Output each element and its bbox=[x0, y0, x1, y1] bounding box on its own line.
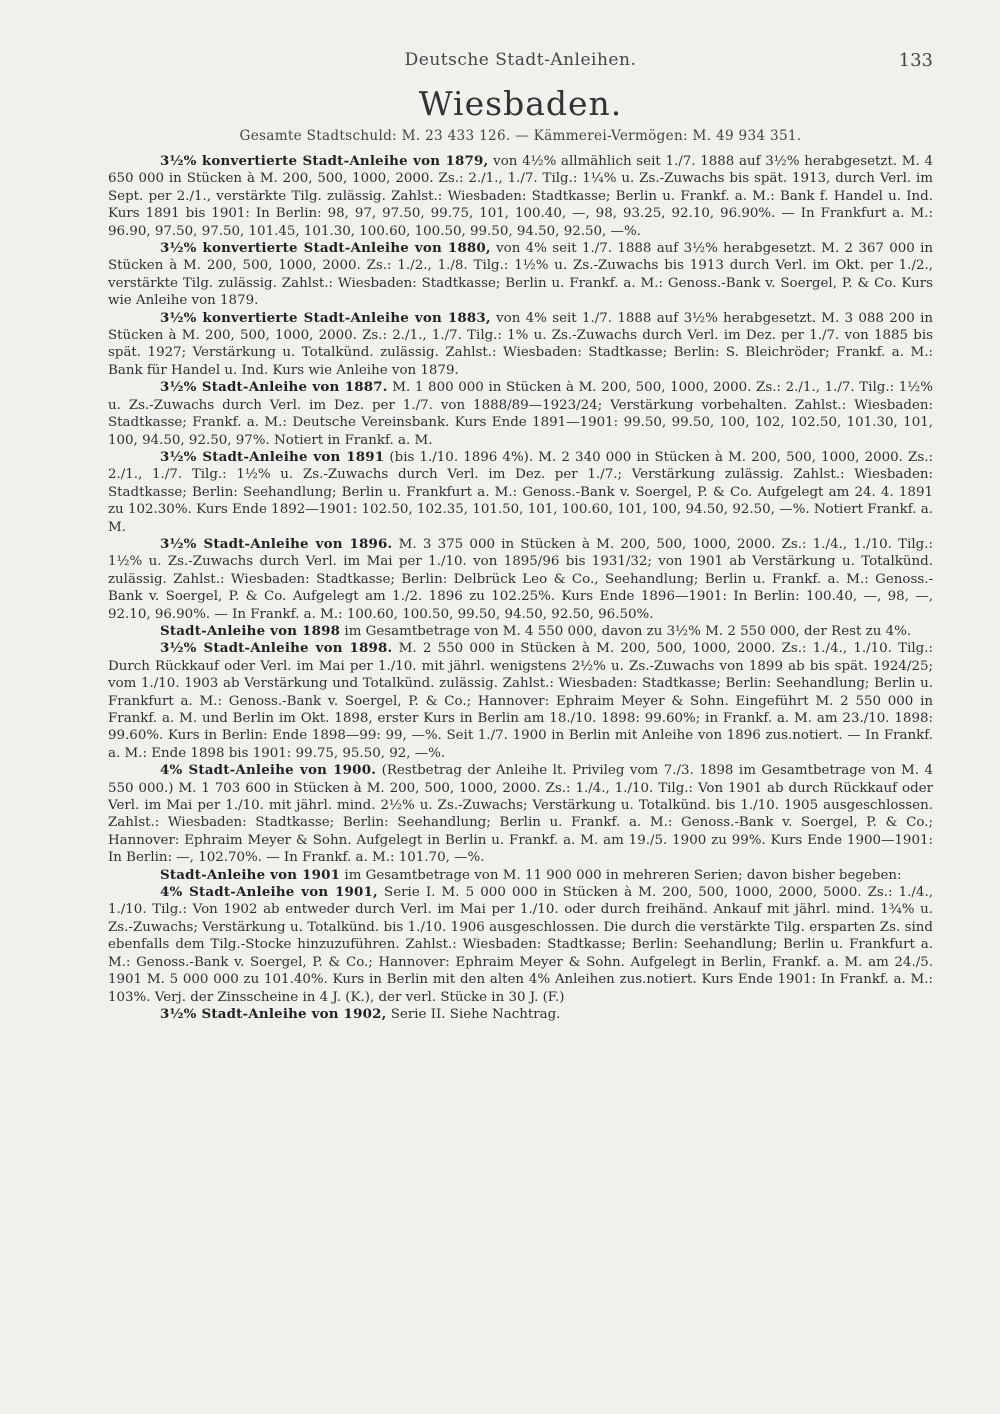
loan-entry bbox=[108, 240, 933, 310]
entry-heading: 4% Stadt-Anleihe von 1900. bbox=[160, 762, 377, 779]
entry-heading: Stadt-Anleihe von 1898 bbox=[160, 622, 341, 639]
entry-heading: 4% Stadt-Anleihe von 1901, bbox=[160, 884, 378, 901]
entry-heading: 3½% konvertierte Stadt-Anleihe von 1883, bbox=[160, 309, 491, 326]
loan-entry bbox=[108, 640, 933, 762]
loan-entry bbox=[108, 1006, 933, 1023]
loan-entry bbox=[108, 310, 933, 380]
loan-entry bbox=[108, 153, 933, 240]
running-head bbox=[108, 50, 933, 74]
loan-entry bbox=[108, 867, 933, 884]
city-title: Wiesbaden. bbox=[418, 84, 623, 123]
entry-heading: 3½% Stadt-Anleihe von 1887. bbox=[160, 379, 388, 396]
entry-heading: 3½% konvertierte Stadt-Anleihe von 1880, bbox=[160, 240, 491, 257]
page-number: 133 bbox=[898, 50, 933, 71]
entry-heading: 3½% Stadt-Anleihe von 1898. bbox=[160, 640, 393, 657]
entry-text: im Gesamtbetrage von M. 4 550 000, davon zu 3½% M. 2 550 000, der Rest zu 4%. bbox=[344, 623, 912, 639]
entry-heading: 3½% Stadt-Anleihe von 1891 bbox=[160, 448, 385, 465]
loan-entry bbox=[108, 623, 933, 640]
entry-text: Serie II. Siehe Nachtrag. bbox=[390, 1006, 561, 1022]
loan-entry bbox=[108, 449, 933, 536]
entry-heading: 3½% Stadt-Anleihe von 1896. bbox=[160, 535, 393, 552]
loan-entries bbox=[108, 153, 933, 1023]
entry-text: (bis 1./10. 1896 4%). M. 2 340 000 in Stücken à M. 200, 500, 1000, 2000. Zs.: 2./1., 1./7. Tilg.: 1½% u. Zs.-Zuwachs durch Verl. im Dez. per 1./7.; Verstärkung zulässig. Zahlst.: Wiesbaden: Stadtkasse; Berlin: Seehandlung; Berlin u. Frankfurt a. M.: Genoss.-Bank v. Soergel, P. & Co. Aufgelegt am 24. 4. 1891 zu 102.30%. Kurs Ende 1892—1901: 102.50, 102.35, 101.50, 101, 100.60, 101, 100, 94.50, 92.50, —%. Notiert Frankf. a. M. bbox=[108, 449, 933, 535]
loan-entry bbox=[108, 379, 933, 449]
entry-heading: Stadt-Anleihe von 1901 bbox=[160, 866, 341, 883]
running-title: Deutsche Stadt-Anleihen. bbox=[404, 50, 637, 70]
entry-text: von 4% seit 1./7. 1888 auf 3½% herabgesetzt. M. 3 088 200 in Stücken à M. 200, 500, 1000, 2000. Zs.: 2./1., 1./7. Tilg.: 1% u. Zs.-Zuwachs durch Verl. im Dez. per 1./7. von 1885 bis spät. 1927; Verstärkung u. Totalkünd. zulässig. Zahlst.: Wiesbaden: Stadtkasse; Berlin: S. Bleichröder; Frankf. a. M.: Bank für Handel u. Ind. Kurs wie Anleihe von 1879. bbox=[108, 310, 933, 378]
loan-entry bbox=[108, 762, 933, 866]
loan-entry bbox=[108, 536, 933, 623]
debt-summary: Gesamte Stadtschuld: M. 23 433 126. — Kämmerei-Vermögen: M. 49 934 351. bbox=[239, 128, 802, 144]
entry-text: M. 3 375 000 in Stücken à M. 200, 500, 1000, 2000. Zs.: 1./4., 1./10. Tilg.: 1½% u. Zs.-Zuwachs durch Verl. im Mai per 1./10. von 1895/96 bis 1931/32; von 1901 ab Verstärkung u. Totalkünd. zulässig. Zahlst.: Wiesbaden: Stadtkasse; Berlin: Delbrück Leo & Co., Seehandlung; Berlin u. Frankf. a. M.: Genoss.-Bank v. Soergel, P. & Co. Aufgelegt am 1./2. 1896 zu 102.25%. Kurs Ende 1896—1901: In Berlin: 100.40, —, 98, —, 92.10, 96.90%. — In Frankf. a. M.: 100.60, 100.50, 99.50, 94.50, 92.50, 96.50%. bbox=[108, 536, 933, 622]
entry-text: von 4% seit 1./7. 1888 auf 3½% herabgesetzt. M. 2 367 000 in Stücken à M. 200, 500, 1000, 2000. Zs.: 1./2., 1./8. Tilg.: 1½% u. Zs.-Zuwachs bis 1913 durch Verl. im Okt. per 1./2., verstärkte Tilg. zulässig. Zahlst.: Wiesbaden: Stadtkasse; Berlin u. Frankf. a. M.: Genoss.-Bank v. Soergel, P. & Co. Kurs wie Anleihe von 1879. bbox=[108, 241, 933, 309]
entry-text: im Gesamtbetrage von M. 11 900 000 in mehreren Serien; davon bisher begeben: bbox=[344, 867, 902, 883]
entry-heading: 3½% konvertierte Stadt-Anleihe von 1879, bbox=[160, 153, 489, 169]
entry-heading: 3½% Stadt-Anleihe von 1902, bbox=[160, 1005, 387, 1022]
entry-text: von 4½% allmählich seit 1./7. 1888 auf 3½% herabgesetzt. M. 4 650 000 in Stücken à M. 200, 500, 1000, 2000. Zs.: 2./1., 1./7. Tilg.: 1¼% u. Zs.-Zuwachs bis spät. 1913, durch Verl. im Sept. per 2./1., verstärkte Tilg. zulässig. Zahlst.: Wiesbaden: Stadtkasse; Berlin u. Frankf. a. M.: Bank f. Handel u. Ind. Kurs 1891 bis 1901: In Berlin: 98, 97, 97.50, 99.75, 101, 100.40, —, 98, 93.25, 92.10, 96.90%. — In Frankfurt a. M.: 96.90, 97.50, 97.50, 101.45, 101.30, 100.60, 100.50, 99.50, 94.50, 92.50, —%. bbox=[108, 154, 933, 239]
entry-text: M. 1 800 000 in Stücken à M. 200, 500, 1000, 2000. Zs.: 2./1., 1./7. Tilg.: 1½% u. Zs.-Zuwachs durch Verl. im Dez. per 1./7. von 1888/89—1923/24; Verstärkung vorbehalten. Zahlst.: Wiesbaden: Stadtkasse; Frankf. a. M.: Deutsche Vereinsbank. Kurs Ende 1891—1901: 99.50, 99.50, 100, 102, 102.50, 101.30, 101, 100, 94.50, 92.50, 97%. Notiert in Frankf. a. M. bbox=[108, 380, 933, 448]
entry-text: M. 2 550 000 in Stücken à M. 200, 500, 1000, 2000. Zs.: 1./4., 1./10. Tilg.: Durch Rückkauf oder Verl. im Mai per 1./10. mit jährl. wenigstens 2½% u. Zs.-Zuwachs von 1899 ab bis spät. 1924/25; vom 1./10. 1903 ab Verstärkung und Totalkünd. zulässig. Zahlst.: Wiesbaden: Stadtkasse; Berlin: Seehandlung; Berlin u. Frankfurt a. M.: Genoss.-Bank v. Soergel, P. & Co.; Hannover: Ephraim Meyer & Sohn. Eingeführt M. 2 550 000 in Frankf. a. M. und Berlin im Okt. 1898, erster Kurs in Berlin am 18./10. 1898: 99.60%; in Frankf. a. M. am 23./10. 1898: 99.60%. Kurs in Berlin: Ende 1898—99: 99, —%. Seit 1./7. 1900 in Berlin mit Anleihe von 1896 zus.notiert. — In Frankf. a. M.: Ende 1898 bis 1901: 99.75, 95.50, 92, —%. bbox=[108, 641, 933, 761]
entry-text: (Restbetrag der Anleihe lt. Privileg vom 7./3. 1898 im Gesamtbetrage von M. 4 550 000.) M. 1 703 600 in Stücken à M. 200, 500, 1000, 2000. Zs.: 1./4., 1./10. Tilg.: Von 1901 ab durch Rückkauf oder Verl. im Mai per 1./10. mit jährl. mind. 2½% u. Zs.-Zuwachs; Verstärkung u. Totalkünd. bis 1./10. 1905 ausgeschlossen. Zahlst.: Wiesbaden: Stadtkasse; Berlin: Seehandlung; Berlin u. Frankf. a. M.: Genoss.-Bank v. Soergel, P. & Co.; Hannover: Ephraim Meyer & Sohn. Aufgelegt in Berlin u. Frankf. a. M. am 19./5. 1900 zu 99%. Kurs Ende 1900—1901: In Berlin: —, 102.70%. — In Frankf. a. M.: 101.70, —%. bbox=[108, 763, 933, 866]
loan-entry bbox=[108, 884, 933, 1006]
entry-text: Serie I. M. 5 000 000 in Stücken à M. 200, 500, 1000, 2000, 5000. Zs.: 1./4., 1./10. Tilg.: Von 1902 ab entweder durch Verl. im Mai per 1./10. oder durch freihänd. Ankauf mit jährl. mind. 1¾% u. Zs.-Zuwachs; Verstärkung u. Totalkünd. bis 1./10. 1906 ausgeschlossen. Die durch die verstärkte Tilg. ersparten Zs. sind ebenfalls dem Tilg.-Stocke hinzuzuführen. Zahlst.: Wiesbaden: Stadtkasse; Berlin: Seehandlung; Berlin u. Frankfurt a. M.: Genoss.-Bank v. Soergel, P. & Co.; Hannover: Ephraim Meyer & Sohn. Aufgelegt in Berlin, Frankf. a. M. am 24./5. 1901 M. 5 000 000 zu 101.40%. Kurs in Berlin mit den alten 4% Anleihen zus.notiert. Kurs Ende 1901: In Frankf. a. M.: 103%. Verj. der Zinsscheine in 4 J. (K.), der verl. Stücke in 30 J. (F.) bbox=[108, 885, 933, 1005]
